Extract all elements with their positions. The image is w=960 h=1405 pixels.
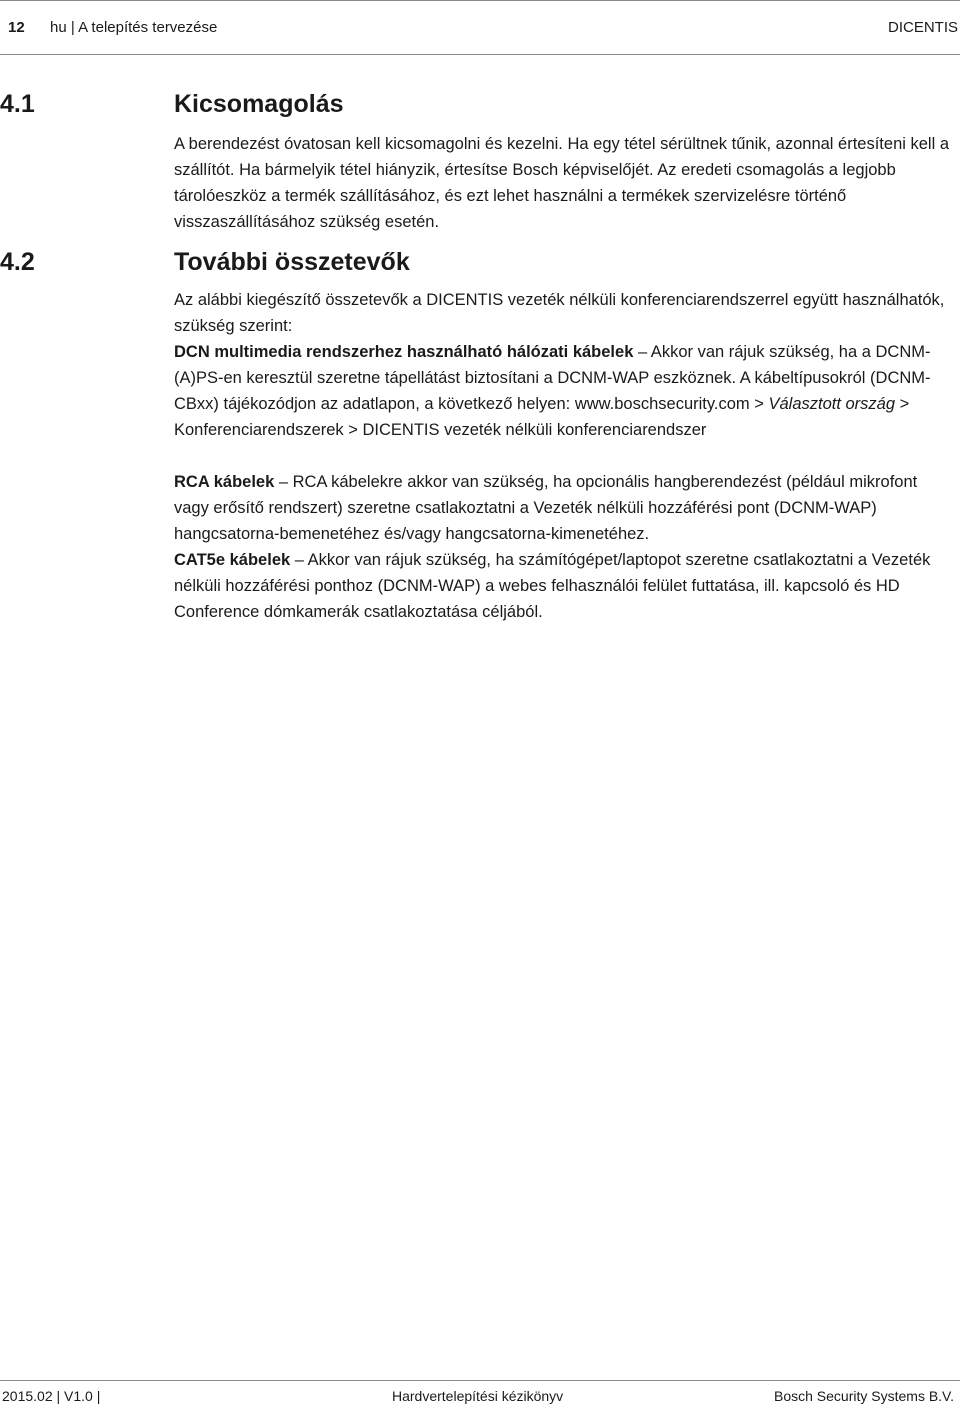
component-description-tail: > Konferenciarendszerek > DICENTIS vezeték nélküli konferenciarendszer: [174, 395, 910, 439]
page-footer: [0, 1380, 960, 1405]
page-header: [0, 0, 960, 55]
section-number-4-1: 4.1: [0, 90, 35, 118]
component-description: – Akkor van rájuk szükség, ha számítógépet/laptopot szeretne csatlakoztatni a Vezeték nélküli hozzáférési ponthoz (DCNM-WAP) a webes felhasználói felület futtatása, ill. kapcsoló és HD Conference dómkamerák csatlakoztatása céljából.: [174, 551, 931, 621]
section-title-kicsomagolas: Kicsomagolás: [174, 90, 344, 118]
header-bottom-rule: [0, 54, 960, 55]
footer-company: Bosch Security Systems B.V.: [774, 1388, 954, 1404]
page-number: 12: [8, 19, 25, 36]
component-term: DCN multimedia rendszerhez használható hálózati kábelek: [174, 343, 634, 361]
product-name: DICENTIS: [887, 19, 958, 36]
component-description-italic: Választott ország: [768, 395, 896, 413]
unpacking-paragraph: A berendezést óvatosan kell kicsomagolni és kezelni. Ha egy tétel sérültnek tűnik, azonnal értesíteni kell a szállítót. Ha bármelyik tétel hiányzik, értesítse Bosch képviselőjét. Az eredeti csomagolás a legjobb tárolóeszköz a termék szállításához, és ezt lehet használni a termékek szervizelésre történő visszaszállításához szükség esetén.: [174, 135, 950, 231]
component-item-dcn-cables: [174, 339, 956, 443]
component-item-rca-cables: [174, 469, 956, 547]
component-description: – RCA kábelekre akkor van szükség, ha opcionális hangberendezést (például mikrofont vagy erősítő rendszert) szeretne csatlakoztatni a Vezeték nélküli hozzáférési pont (DCNM-WAP) hangcsatorna-bemenetéhez és/vagy hangcsatorna-kimenetéhez.: [174, 473, 918, 543]
footer-rule: [0, 1380, 960, 1381]
component-term: RCA kábelek: [174, 473, 275, 491]
component-item-cat5e-cables: [174, 547, 956, 625]
footer-manual-title: Hardvertelepítési kézikönyv: [392, 1388, 564, 1404]
breadcrumb: hu | A telepítés tervezése: [50, 19, 218, 36]
section-number-4-2: 4.2: [0, 248, 35, 276]
components-intro: Az alábbi kiegészítő összetevők a DICENTIS vezeték nélküli konferenciarendszerrel együtt használhatók, szükség szerint:: [174, 291, 945, 335]
section-title-tovabbi-osszetevok: További összetevők: [174, 248, 410, 276]
component-term: CAT5e kábelek: [174, 551, 291, 569]
component-description: – Akkor van rájuk szükség, ha a DCNM-(A)PS-en keresztül szeretne tápellátást biztosítani a DCNM-WAP eszköznek. A kábeltípusokról (DCNM-CBxx) tájékozódjon az adatlapon, a következő helyen: www.boschsecurity.com >: [174, 343, 931, 413]
header-top-rule: [0, 0, 960, 1]
footer-version: 2015.02 | V1.0 |: [2, 1388, 101, 1404]
